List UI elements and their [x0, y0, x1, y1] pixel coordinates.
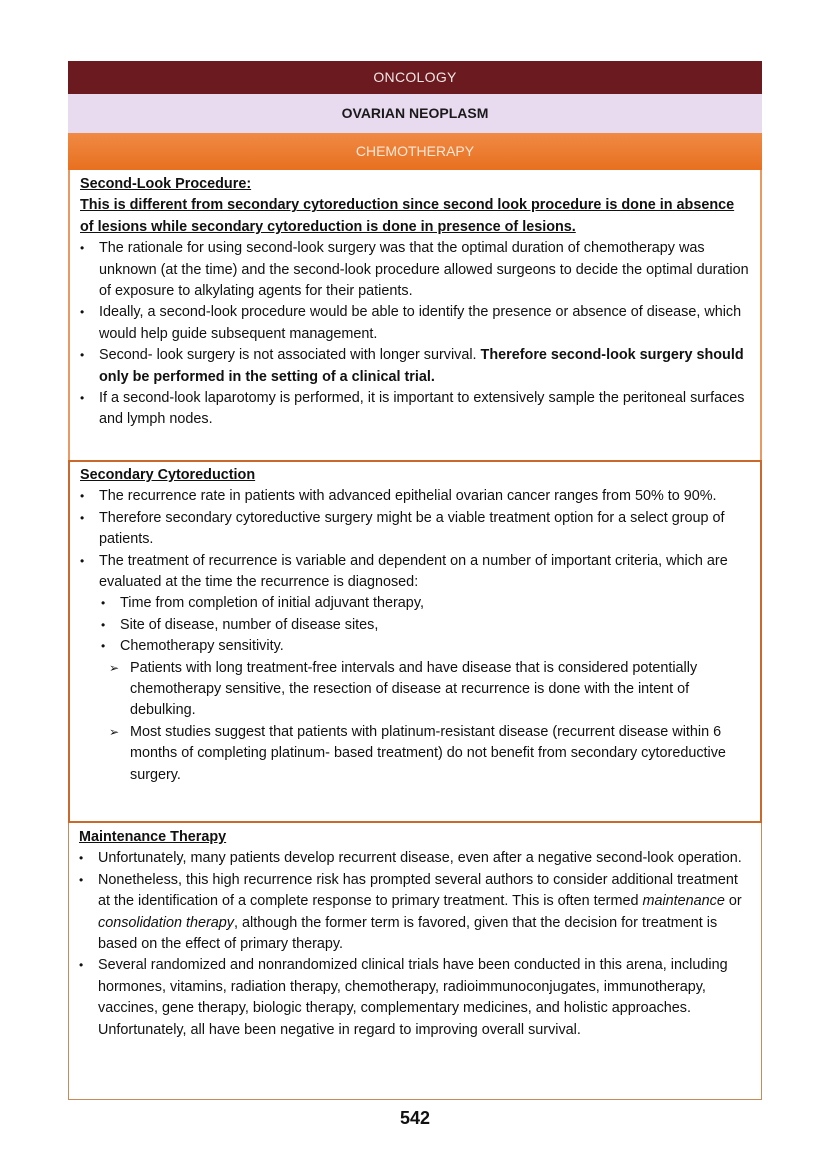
maintenance-therapy-list [79, 848, 751, 1041]
bullet-icon: • [101, 617, 106, 632]
maintenance-therapy-section [68, 823, 762, 1100]
list-item: ➢ Most studies suggest that patients with platinum-resistant disease (recurrent disease within 6 months of completing platinum- based treatment) do not benefit from secondary cytoreductive surgery. [109, 723, 726, 783]
bullet-icon: • [79, 958, 84, 973]
category-banner: ONCOLOGY [68, 61, 762, 94]
bullet-icon: • [80, 553, 85, 568]
italic-term: consolidation therapy [98, 914, 235, 931]
list-item: • Therefore secondary cytoreductive surgery might be a viable treatment option for a select group of patients. [80, 509, 725, 548]
page-number: 542 [399, 1108, 431, 1128]
list-item: ➢ Patients with long treatment-free intervals and have disease that is considered potentially chemotherapy sensitive, the resection of disease at recurrence is done with the intent of debulking. [109, 659, 698, 719]
list-item: • Second- look surgery is not associated with longer survival. Therefore second-look surgery should only be performed in the setting of a clinical trial. [80, 347, 744, 385]
list-item: • Nonetheless, this high recurrence risk has prompted several authors to consider additional treatment at the identification of a complete response to primary treatment. This is often termed maintenance or consolidation therapy, although the former term is favored, given that the decision for treatment is based on the effect of primary therapy. [79, 871, 742, 953]
topic-banner: OVARIAN NEOPLASM [68, 94, 762, 133]
bullet-icon: • [80, 241, 85, 256]
secondary-cytoreduction-list [80, 486, 750, 593]
criteria-list [101, 593, 750, 657]
list-item: • Chemotherapy sensitivity. [101, 636, 750, 657]
secondary-cytoreduction-section [68, 460, 762, 823]
page-content [68, 61, 762, 1100]
list-item: • If a second-look laparotomy is performed, it is important to extensively sample the peritoneal surfaces and lymph nodes. [80, 390, 745, 428]
bullet-icon: • [101, 596, 106, 611]
emphasis-text: Therefore second-look surgery should only be performed in the setting of a clinical trial. [99, 347, 744, 385]
list-item: • Site of disease, number of disease sites, [101, 615, 750, 636]
list-item: • The treatment of recurrence is variable and dependent on a number of important criteria, which are evaluated at the time the recurrence is diagnosed: [80, 552, 728, 591]
second-look-note: This is different from secondary cytoreduction since second look procedure is done in absence of lesions while secondary cytoreduction is done in presence of lesions. [80, 197, 735, 235]
maintenance-therapy-title: Maintenance Therapy [79, 829, 227, 845]
secondary-cytoreduction-title: Secondary Cytoreduction [80, 467, 256, 483]
bullet-icon: • [101, 639, 106, 654]
list-item: • Time from completion of initial adjuvant therapy, [101, 593, 750, 614]
list-item: • The recurrence rate in patients with advanced epithelial ovarian cancer ranges from 50% to 90%. [80, 486, 750, 507]
bullet-icon: • [79, 872, 84, 887]
bullet-icon: • [80, 391, 85, 406]
list-item: • The rationale for using second-look surgery was that the optimal duration of chemotherapy was unknown (at the time) and the second-look procedure allowed surgeons to decide the optimal duration of exposure to alkylating agents for their patients. [80, 240, 749, 300]
bullet-icon: • [80, 510, 85, 525]
section-banner: CHEMOTHERAPY [68, 133, 762, 170]
bullet-icon: • [80, 348, 85, 363]
arrow-points-list [109, 658, 750, 786]
bullet-icon: • [80, 305, 85, 320]
arrow-bullet-icon: ➢ [109, 724, 120, 739]
bullet-icon: • [79, 851, 84, 866]
arrow-bullet-icon: ➢ [109, 660, 120, 675]
list-item: • Unfortunately, many patients develop recurrent disease, even after a negative second-look operation. [79, 848, 751, 869]
bullet-icon: • [80, 489, 85, 504]
second-look-title: Second-Look Procedure: [80, 176, 252, 192]
second-look-list [80, 238, 750, 431]
italic-term: maintenance [642, 893, 725, 910]
list-item: • Several randomized and nonrandomized clinical trials have been conducted in this arena, including hormones, vitamins, radiation therapy, chemotherapy, radioimmunoconjugates, immunotherapy, vaccines, gene therapy, biologic therapy, complementary medicines, and holistic approaches. Unfortunately, all have been negative in regard to improving overall survival. [79, 957, 728, 1038]
second-look-section [68, 170, 762, 460]
list-item: • Ideally, a second-look procedure would be able to identify the presence or absence of disease, which would help guide subsequent management. [80, 304, 742, 342]
